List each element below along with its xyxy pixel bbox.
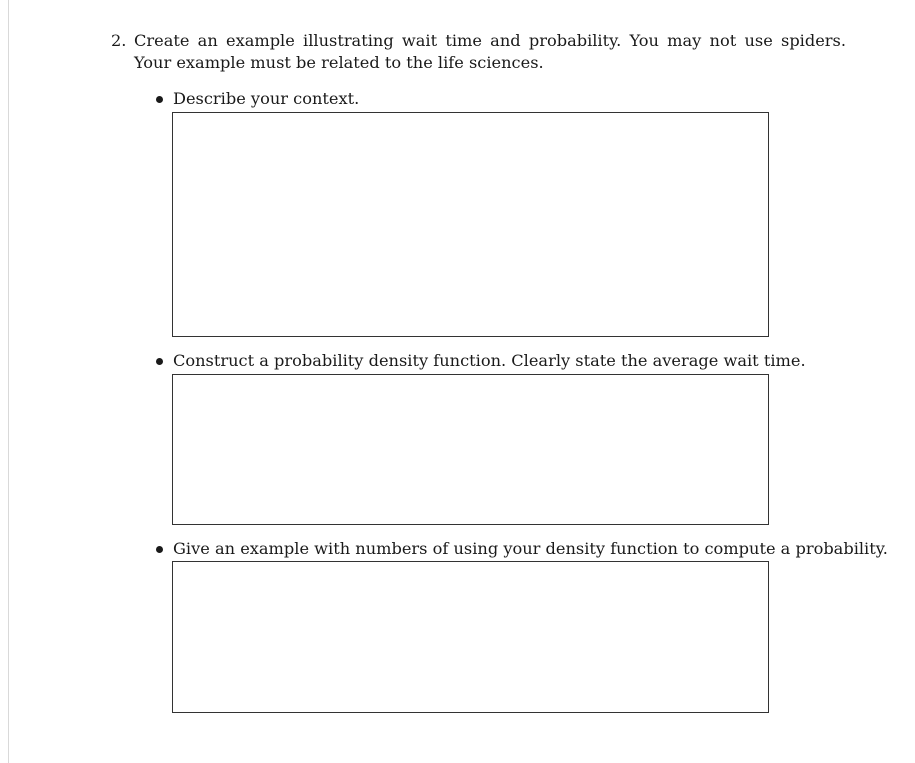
bullet-icon <box>156 96 163 103</box>
bullet-label: Construct a probability density function. Clearly state the average wait time. <box>173 351 806 370</box>
answer-box-numeric-example[interactable] <box>172 561 769 713</box>
bullet-item-density-function <box>156 350 806 372</box>
answer-box-density-function[interactable] <box>172 374 769 525</box>
bullet-icon <box>156 358 163 365</box>
bullet-icon <box>156 546 163 553</box>
bullet-label: Describe your context. <box>173 89 360 108</box>
answer-box-context[interactable] <box>172 112 769 337</box>
bullet-label: Give an example with numbers of using your density function to compute a probability. <box>173 539 888 558</box>
bullet-item-numeric-example <box>156 538 888 560</box>
page-edge-rule <box>8 0 9 763</box>
bullet-item-context <box>156 88 756 110</box>
question-prompt: Create an example illustrating wait time and probability. You may not use spiders. Your example must be related to the life sciences. <box>134 31 846 72</box>
question-number: 2. <box>111 31 127 50</box>
